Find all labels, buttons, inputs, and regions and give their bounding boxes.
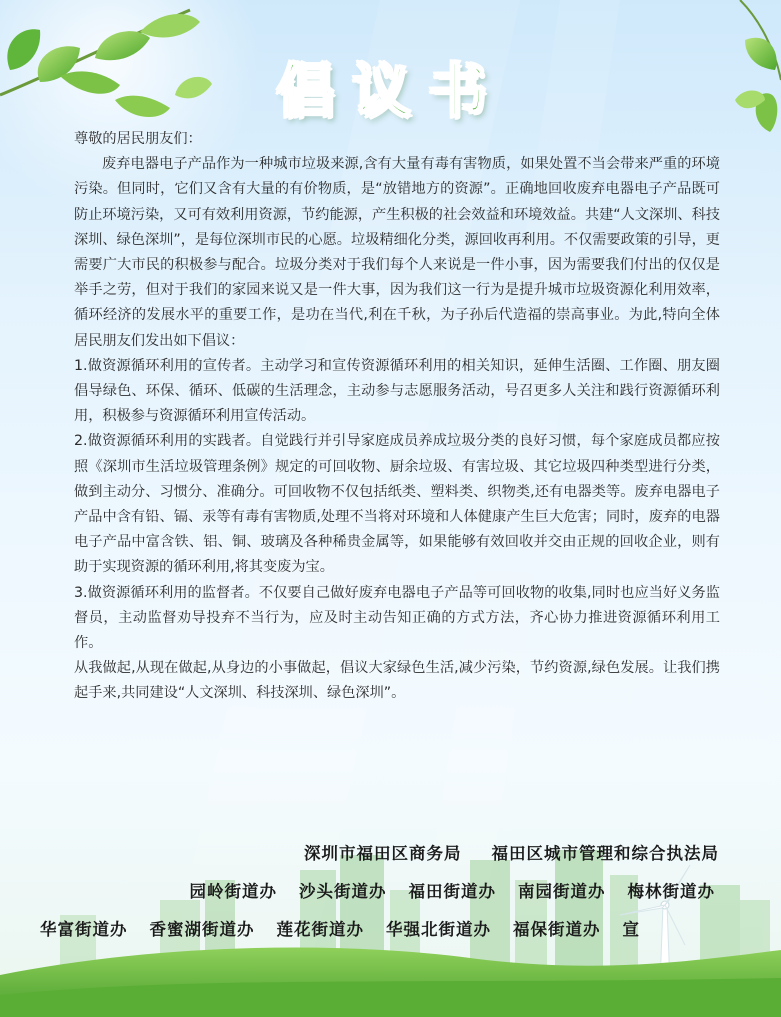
signatories-row-3 [40,916,640,940]
signatory: 莲花街道办 [276,920,364,939]
signatory: 香蜜湖街道办 [149,920,255,939]
signatories-row-1 [304,840,719,864]
signatory: 园岭街道办 [189,882,277,901]
signatory: 梅林街道办 [627,882,715,901]
signatory: 宣 [622,920,640,939]
signatory: 沙头街道办 [299,882,387,901]
signatory: 南园街道办 [518,882,606,901]
signatories-row-2 [190,878,716,902]
proposal-body [74,127,720,707]
signatory: 福田街道办 [408,882,496,901]
page-title: 倡议书 [276,57,505,125]
intro-paragraph: 废弃电器电子产品作为一种城市垃圾来源,含有大量有毒有害物质，如果处置不当会带来严重的环境污染。但同时，它们又含有大量的有价物质，是“放错地方的资源”。正确地回收废弃电器电子产品既可防止环境污染，又可有效利用资源，节约能源，产生积极的社会效益和环境效益。共建“人文深圳、科技深圳、绿色深圳”，是每位深圳市民的心愿。垃圾精细化分类，源回收再利用。不仅需要政策的引导，更需要广大市民的积极参与配合。垃圾分类对于我们每个人来说是一件小事，因为需要我们付出的仅仅是举手之劳，但对于我们的家园来说又是一件大事，因为我们这一行为是提升城市垃圾资源化利用效率，循环经济的发展水平的重要工作，是功在当代,利在千秋，为子孙后代造福的崇高事业。为此,特向全体居民朋友们发出如下倡议： [74,156,720,349]
signatory: 福田区城市管理和综合执法局 [491,844,719,863]
signatory: 福保街道办 [513,920,601,939]
closing-paragraph: 从我做起,从现在做起,从身边的小事做起，倡议大家绿色生活,减少污染，节约资源,绿色发展。让我们携起手来,共同建设“人文深圳、科技深圳、绿色深圳”。 [74,660,720,702]
signatory: 华强北街道办 [386,920,491,939]
proposal-item-2: 2.做资源循环利用的实践者。自觉践行并引导家庭成员养成垃圾分类的良好习惯，每个家庭成员都应按照《深圳市生活垃圾管理条例》规定的可回收物、厨余垃圾、有害垃圾、其它垃圾四种类型进行分类，做到主动分、习惯分、准确分。可回收物不仅包括纸类、塑料类、织物类,还有电器类等。废弃电器电子产品中含有铅、镉、汞等有毒有害物质,处理不当将对环境和人体健康产生巨大危害；同时，废弃的电器电子产品中富含铁、铝、铜、玻璃及各种稀贵金属等，如果能够有效回收并交由正规的回收企业，则有助于实现资源的循环利用,将其变废为宝。 [74,433,720,576]
proposal-item-3: 3.做资源循环利用的监督者。不仅要自己做好废弃电器电子产品等可回收物的收集,同时也应当好义务监督员，主动监督劝导投弃不当行为，应及时主动告知正确的方式方法，齐心协力推进资源循环利用工作。 [74,584,720,652]
greeting: 尊敬的居民朋友们： [74,131,202,147]
proposal-item-1: 1.做资源循环利用的宣传者。主动学习和宣传资源循环利用的相关知识，延伸生活圈、工作圈、朋友圈倡导绿色、环保、循环、低碳的生活理念，主动参与志愿服务活动，号召更多人关注和践行资源循环利用，积极参与资源循环利用宣传活动。 [74,357,720,425]
signatory: 华富街道办 [40,920,128,939]
signatory: 深圳市福田区商务局 [304,844,462,863]
